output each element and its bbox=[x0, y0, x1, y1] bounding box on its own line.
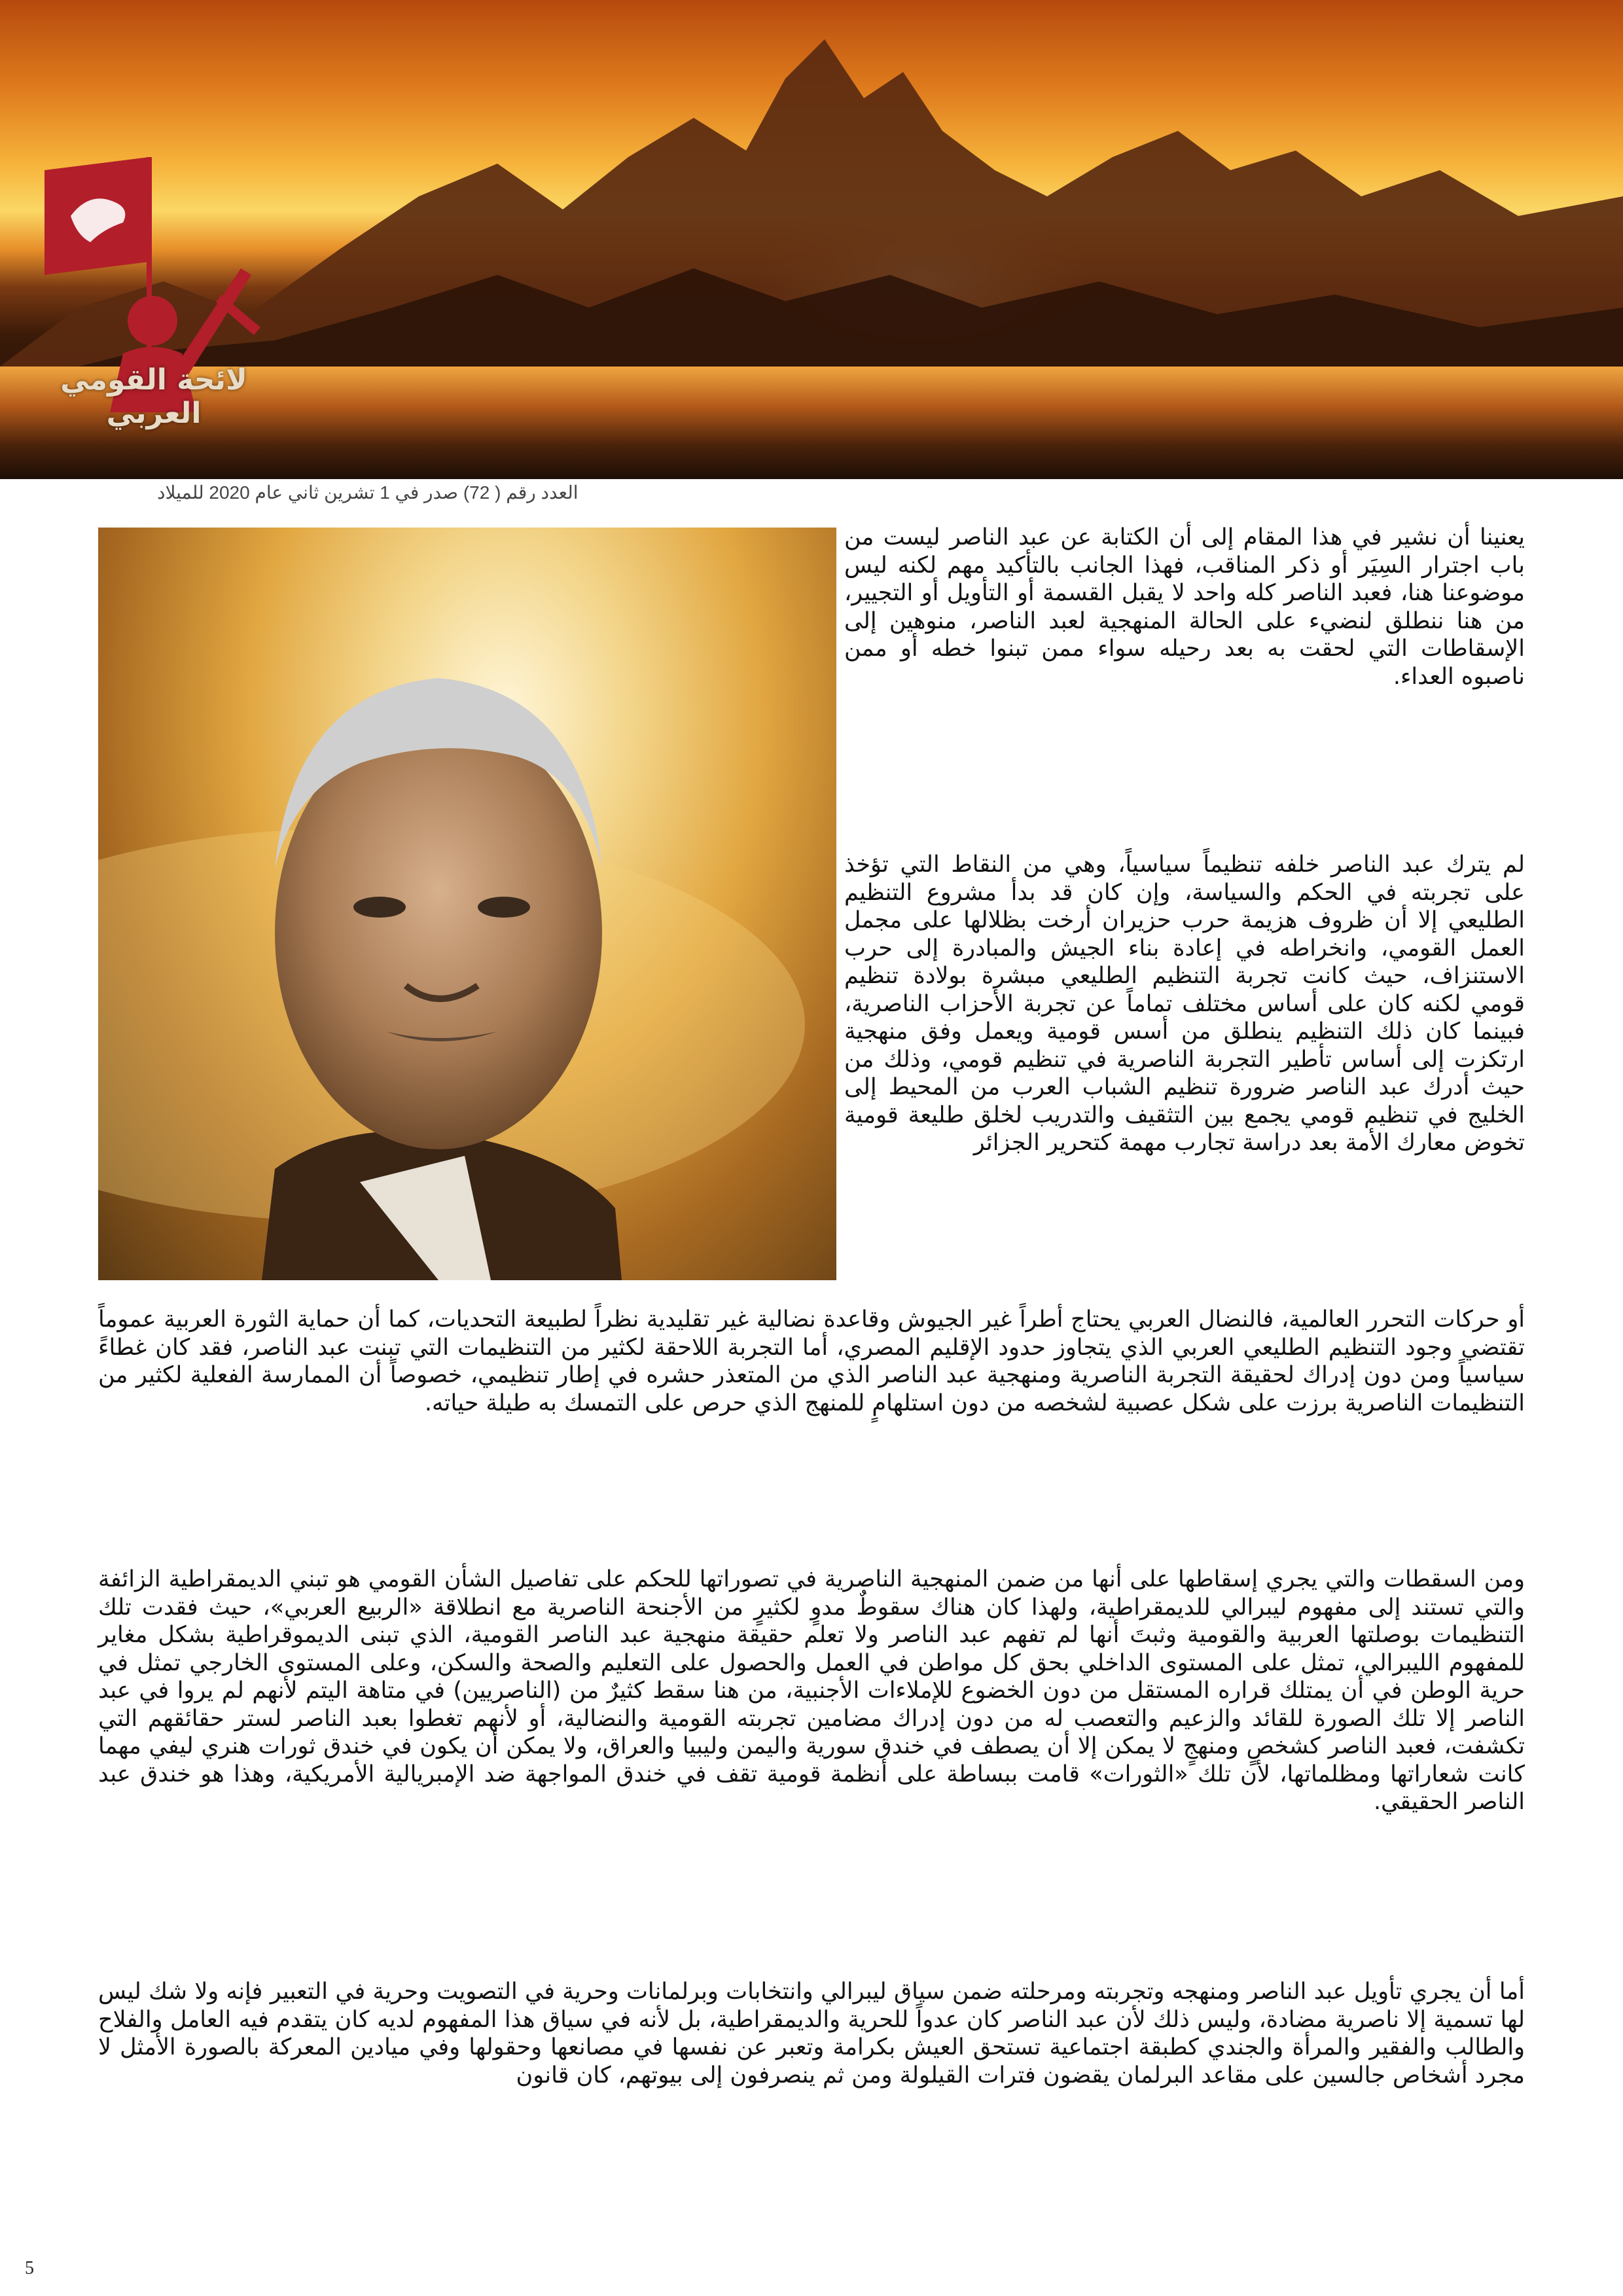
article-paragraph-5: أما أن يجري تأويل عبد الناصر ومنهجه وتجربته ومرحلته ضمن سياق ليبرالي وانتخابات وبرلمانات وحرية في التصويت وحرية في التعبير فإنه ولا شك ليس لها تسمية إلا ناصرية مضادة، وليس ذلك لأن عبد الناصر كان عدواً للحرية والديمقراطية، بل لأنه في سياق هذا المفهوم لديه كان يتقدم فيه العامل والفلاح والطالب والفقير والمرأة والجندي كطبقة اجتماعية تستحق العيش بكرامة وتعبر عن نفسها في مصانعها وحقولها وفي ميادين المعركة بالصورة الأمثل لا مجرد أشخاص جالسين على مقاعد البرلمان يقضون فترات القيلولة ومن ثم ينصرفون إلى بيوتهم، كان قانون bbox=[98, 1979, 1525, 2089]
issue-line: العدد رقم ( 72) صدر في 1 تشرين ثاني عام 2020 للميلاد bbox=[157, 482, 579, 503]
page-number: 5 bbox=[25, 2258, 34, 2278]
article-paragraph-3: أو حركات التحرر العالمية، فالنضال العربي يحتاج أطراً غير الجيوش وقاعدة نضالية غير تقليدية نظراً لطبيعة التحديات، كما أن حماية الثورة العربية عموماً تقتضي وجود التنظيم الطليعي العربي الذي يتجاوز حدود الإقليم المصري، أما التجربة اللاحقة لكثير من التنظيمات التي تبنت عبد الناصر، فقد كان غطاءً سياسياً ومن دون إدراك لحقيقة التجربة الناصرية ومنهجية عبد الناصر الذي من المتعذر حشره في إطار تنظيمي، خصوصاً أن الممارسة الفعلية لكثير من التنظيمات الناصرية برزت على شكل عصبية لشخصه من دون استلهامٍ للمنهج الذي حرص على التمسك به طيلة حياته. bbox=[98, 1306, 1525, 1416]
logo-text: لائحة القومي العربي bbox=[60, 363, 247, 430]
portrait-figure-icon bbox=[98, 528, 836, 1280]
header-banner bbox=[0, 0, 1623, 479]
article-paragraph-2: لم يترك عبد الناصر خلفه تنظيماً سياسياً، وهي من النقاط التي تؤخذ على تجربته في الحكم والسياسة، وإن كان قد بدأ مشروع التنظيم الطليعي إلا أن ظروف هزيمة حرب حزيران أرخت بظلالها على مجمل العمل القومي، وانخراطه في إعادة بناء الجيش والمبادرة إلى حرب الاستنزاف، حيث كانت تجربة التنظيم الطليعي مبشرة بولادة تنظيم قومي لكنه كان على أساس مختلف تماماً عن تجربة الأحزاب الناصرية، فبينما كان ذلك التنظيم ينطلق من أسس قومية ويعمل وفق منهجية ارتكزت إلى أساس تأطير التجربة الناصرية في تنظيم قومي، وذلك من حيث أدرك عبد الناصر ضرورة تنظيم الشباب العرب من المحيط إلى الخليج في تنظيم قومي يجمع بين التثقيف والتدريب لخلق طليعة قومية تخوض معارك الأمة بعد دراسة تجارب مهمة كتحرير الجزائر bbox=[844, 852, 1525, 1156]
article-paragraph-4: ومن السقطات والتي يجري إسقاطها على أنها من ضمن المنهجية الناصرية في تصوراتها للحكم على تفاصيل الشأن القومي هو تبني الديمقراطية الزائفة والتي تستند إلى مفهوم ليبرالي للديمقراطية، ولهذا كان هناك سقوطٌ مدوٍ لكثيرٍ من الأجنحة الناصرية مع انطلاقة «الربيع العربي»، حيث فقدت تلك التنظيمات بوصلتها العربية والقومية وثبتَ أنها لم تفهم عبد الناصر ولا تعلم حقيقة منهجية عبد الناصر القومية، الذي تبنى الديموقراطية بشكل مغاير للمفهوم الليبرالي، تمثل على المستوى الداخلي بحق كل مواطن في العمل والحصول على التعليم والصحة والسكن، وعلى المستوى الخارجي تمثل في حرية الوطن في أن يمتلك قراره المستقل من دون الخضوع للإملاءات الأجنبية، من هنا سقط كثيرٌ من (الناصريين) في متاهة اليتم لأنهم لم يروا في عبد الناصر إلا تلك الصورة للقائد والزعيم والتعصب له من دون إدراك مضامين تجربته القومية والنضالية، أو لأنهم تغطوا بعبد الناصر لستر حقائقهم التي تكشفت، فعبد الناصر كشخصٍ ومنهجٍ لا يمكن إلا أن يصطف في خندق سورية واليمن وليبيا والعراق، ولا يمكن أن يكون في خندق ثورات هنري ليفي مهما كانت شعاراتها ومظلماتها، لأن تلك «الثورات» قامت ببساطة على أنظمة قومية تقف في خندق المواجهة ضد الإمبريالية الأمريكية، وهذا هو خندق عبد الناصر الحقيقي. bbox=[98, 1566, 1525, 1815]
article-paragraph-1: يعنينا أن نشير في هذا المقام إلى أن الكتابة عن عبد الناصر ليست من باب اجترار السِيَر أو ذكر المناقب، فهذا الجانب بالتأكيد مهم لكنه ليس موضوعنا هنا، فعبد الناصر كله واحد لا يقبل القسمة أو التأويل أو التجيير، من هنا ننطلق لنضيء على الحالة المنهجية لعبد الناصر، منوهين إلى الإسقاطات التي لحقت به بعد رحيله سواء ممن تبنوا خطه أو ممن ناصبوه العداء. bbox=[844, 524, 1525, 690]
portrait-image bbox=[98, 528, 836, 1280]
